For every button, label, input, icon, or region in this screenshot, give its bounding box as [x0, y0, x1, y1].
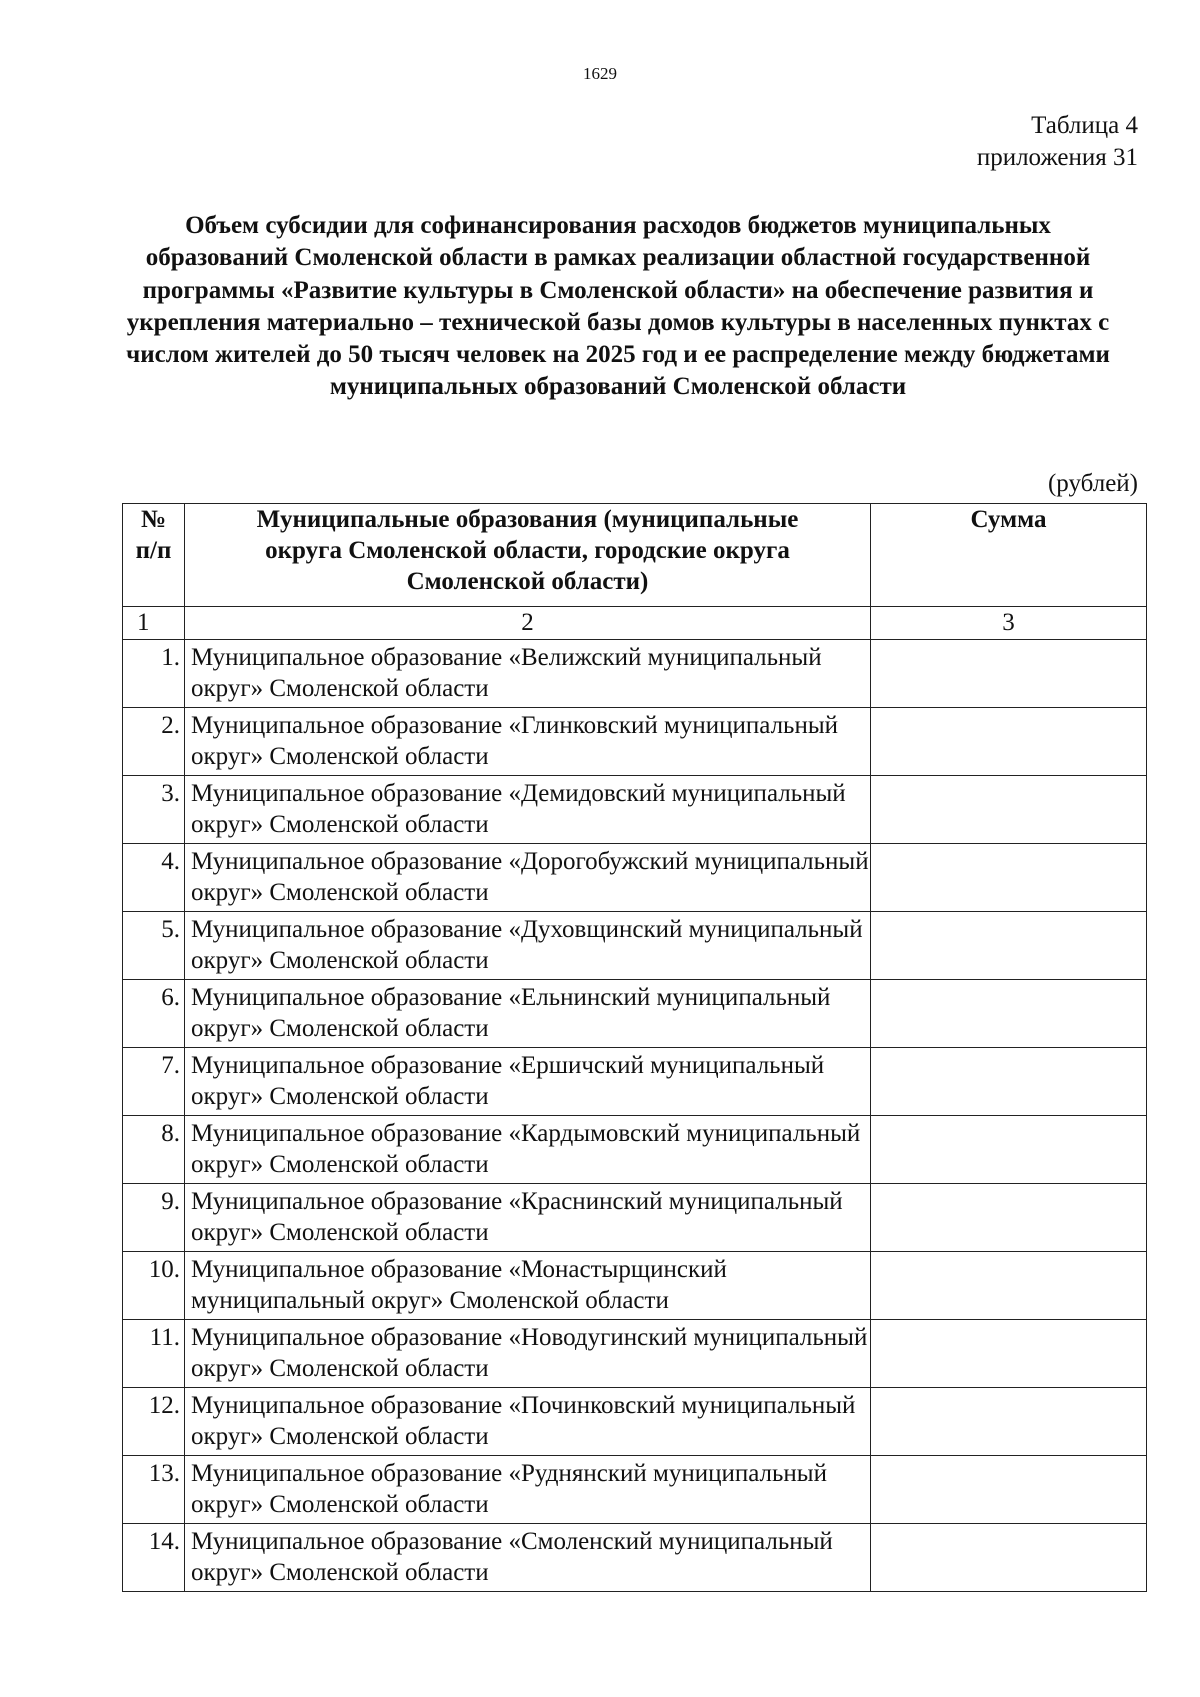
table-label [977, 110, 1138, 174]
row-municipality-name: Муниципальное образование «Кардымовский муниципальный округ» Смоленской области [185, 1116, 871, 1184]
row-municipality-name: Муниципальное образование «Руднянский муниципальный округ» Смоленской области [185, 1456, 871, 1524]
column-index-3: 3 [871, 607, 1147, 640]
row-sum [871, 980, 1147, 1048]
table-row [123, 1388, 1147, 1456]
row-municipality-name: Муниципальное образование «Краснинский муниципальный округ» Смоленской области [185, 1184, 871, 1252]
row-number: 11. [123, 1320, 185, 1388]
table-label-line2: приложения 31 [976, 144, 1138, 171]
row-number: 10. [123, 1252, 185, 1320]
row-municipality-name: Муниципальное образование «Ельнинский муниципальный округ» Смоленской области [185, 980, 871, 1048]
row-number: 8. [123, 1116, 185, 1184]
row-municipality-name: Муниципальное образование «Духовщинский муниципальный округ» Смоленской области [185, 912, 871, 980]
row-sum [871, 708, 1147, 776]
row-number: 13. [123, 1456, 185, 1524]
row-municipality-name: Муниципальное образование «Демидовский муниципальный округ» Смоленской области [185, 776, 871, 844]
row-number: 4. [123, 844, 185, 912]
table-row [123, 980, 1147, 1048]
table-row [123, 844, 1147, 912]
column-index-row [123, 607, 1147, 640]
row-sum [871, 1252, 1147, 1320]
row-sum [871, 1116, 1147, 1184]
header-municipalities: Муниципальные образования (муниципальные округа Смоленской области, городские округа Смоленской области) [185, 504, 871, 607]
table-row [123, 1456, 1147, 1524]
header-sum: Сумма [871, 504, 1147, 607]
row-number: 14. [123, 1524, 185, 1592]
row-sum [871, 1456, 1147, 1524]
table-header-row [123, 504, 1147, 607]
table-row [123, 776, 1147, 844]
row-sum [871, 776, 1147, 844]
row-number: 5. [123, 912, 185, 980]
row-sum [871, 844, 1147, 912]
table-row [123, 1524, 1147, 1592]
table-row [123, 1320, 1147, 1388]
column-index-1: 1 [123, 607, 185, 640]
units-label: (рублей) [1047, 470, 1138, 497]
row-number: 2. [123, 708, 185, 776]
table-row [123, 1184, 1147, 1252]
row-number: 7. [123, 1048, 185, 1116]
page-number: 1629 [583, 64, 617, 83]
column-index-2: 2 [185, 607, 871, 640]
row-sum [871, 640, 1147, 708]
row-number: 12. [123, 1388, 185, 1456]
row-sum [871, 1388, 1147, 1456]
row-sum [871, 912, 1147, 980]
table-label-line1: Таблица 4 [1031, 112, 1138, 139]
row-sum [871, 1320, 1147, 1388]
table-row [123, 1252, 1147, 1320]
row-number: 1. [123, 640, 185, 708]
table-row [123, 912, 1147, 980]
table-row [123, 1048, 1147, 1116]
row-number: 3. [123, 776, 185, 844]
row-municipality-name: Муниципальное образование «Глинковский муниципальный округ» Смоленской области [185, 708, 871, 776]
subsidy-table [122, 503, 1147, 1592]
row-sum [871, 1524, 1147, 1592]
row-municipality-name: Муниципальное образование «Монастырщинский муниципальный округ» Смоленской области [185, 1252, 871, 1320]
table-row [123, 708, 1147, 776]
row-sum [871, 1048, 1147, 1116]
row-municipality-name: Муниципальное образование «Дорогобужский муниципальный округ» Смоленской области [185, 844, 871, 912]
row-municipality-name: Муниципальное образование «Починковский муниципальный округ» Смоленской области [185, 1388, 871, 1456]
row-municipality-name: Муниципальное образование «Велижский муниципальный округ» Смоленской области [185, 640, 871, 708]
row-number: 9. [123, 1184, 185, 1252]
table-row [123, 1116, 1147, 1184]
row-municipality-name: Муниципальное образование «Новодугинский муниципальный округ» Смоленской области [185, 1320, 871, 1388]
document-title: Объем субсидии для софинансирования расходов бюджетов муниципальных образований Смоленской области в рамках реализации областной государственной программы «Развитие культуры в Смоленской области» на обеспечение развития и укрепления материально – технической базы домов культуры в населенных пунктах с числом жителей до 50 тысяч человек на 2025 год и ее распределение между бюджетами муниципальных образований Смоленской области [126, 212, 1110, 401]
row-municipality-name: Муниципальное образование «Ершичский муниципальный округ» Смоленской области [185, 1048, 871, 1116]
table-row [123, 640, 1147, 708]
row-sum [871, 1184, 1147, 1252]
row-municipality-name: Муниципальное образование «Смоленский муниципальный округ» Смоленской области [185, 1524, 871, 1592]
header-number: № п/п [123, 504, 185, 607]
row-number: 6. [123, 980, 185, 1048]
